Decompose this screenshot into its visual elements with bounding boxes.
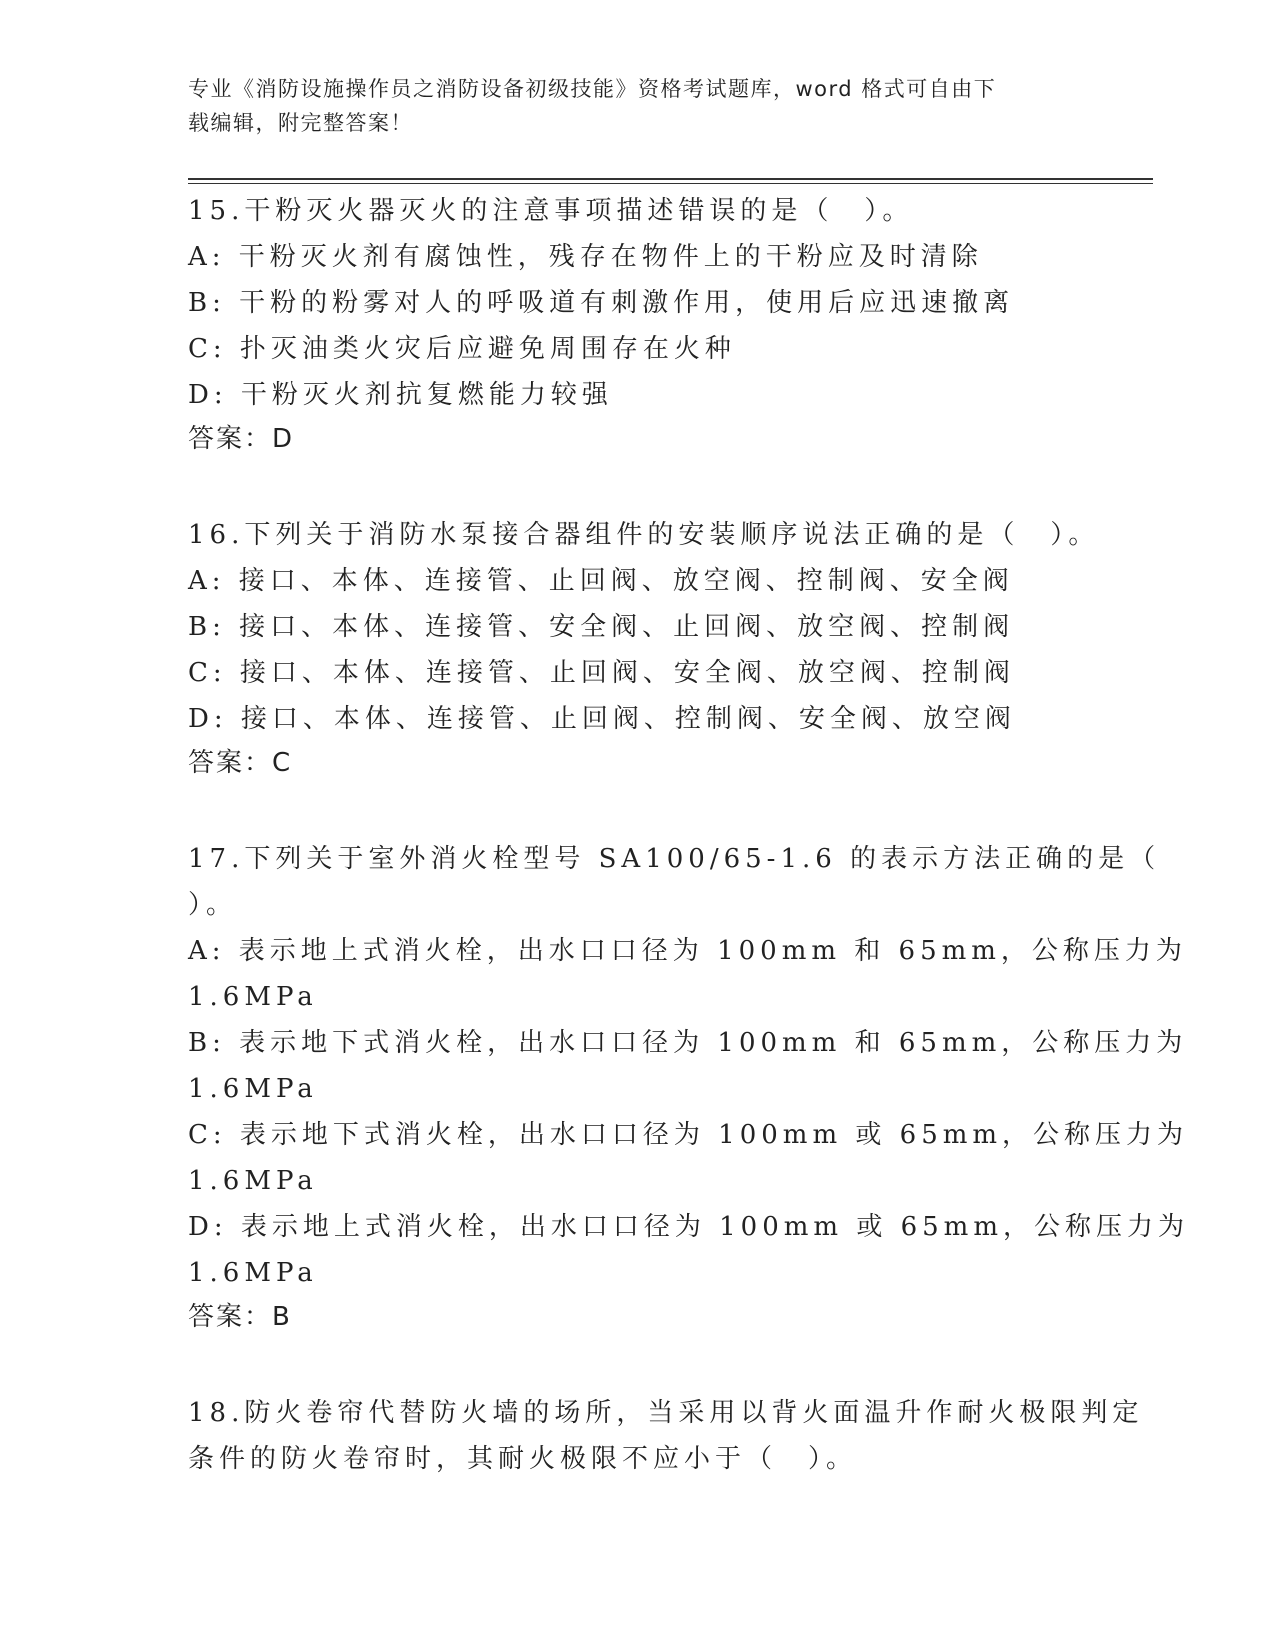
question-stem: 18.防火卷帘代替防火墙的场所，当采用以背火面温升作耐火极限判定 bbox=[188, 1398, 1144, 1428]
answer-label: 答案：B bbox=[188, 1302, 292, 1332]
question-option: D: 干粉灭火剂抗复燃能力较强 bbox=[188, 380, 613, 410]
question-stem: ）。 bbox=[188, 890, 238, 920]
question-block bbox=[188, 512, 1100, 784]
header-line-1: 专业《消防设施操作员之消防设备初级技能》资格考试题库，word 格式可自由下 bbox=[188, 77, 997, 101]
question-block bbox=[188, 1390, 1144, 1482]
question-list bbox=[188, 188, 1189, 1534]
document-header bbox=[188, 72, 1068, 140]
question-option: A: 接口、本体、连接管、止回阀、放空阀、控制阀、安全阀 bbox=[188, 566, 1014, 596]
question-option: C: 扑灭油类火灾后应避免周围存在火种 bbox=[188, 334, 736, 364]
question-option: 1.6MPa bbox=[188, 982, 318, 1012]
header-rule-thick bbox=[188, 178, 1153, 180]
question-option: B: 表示地下式消火栓，出水口口径为 100mm 和 65mm，公称压力为 bbox=[188, 1028, 1188, 1058]
question-option: 1.6MPa bbox=[188, 1258, 318, 1288]
question-stem: 16.下列关于消防水泵接合器组件的安装顺序说法正确的是（ ）。 bbox=[188, 520, 1100, 550]
question-option: C: 表示地下式消火栓，出水口口径为 100mm 或 65mm，公称压力为 bbox=[188, 1120, 1189, 1150]
answer-label: 答案：C bbox=[188, 748, 293, 778]
question-option: 1.6MPa bbox=[188, 1074, 318, 1104]
question-option: B: 干粉的粉雾对人的呼吸道有刺激作用，使用后应迅速撤离 bbox=[188, 288, 1015, 318]
question-block bbox=[188, 188, 1088, 460]
answer-label: 答案：D bbox=[188, 424, 295, 454]
question-option: D: 表示地上式消火栓，出水口口径为 100mm 或 65mm，公称压力为 bbox=[188, 1212, 1189, 1242]
question-option: C: 接口、本体、连接管、止回阀、安全阀、放空阀、控制阀 bbox=[188, 658, 1015, 688]
question-stem: 17.下列关于室外消火栓型号 SA100/65-1.6 的表示方法正确的是（ bbox=[188, 844, 1161, 874]
question-stem: 条件的防火卷帘时，其耐火极限不应小于（ ）。 bbox=[188, 1444, 858, 1474]
question-option: D: 接口、本体、连接管、止回阀、控制阀、安全阀、放空阀 bbox=[188, 704, 1016, 734]
question-block bbox=[188, 836, 1189, 1338]
header-rule-thin bbox=[188, 183, 1153, 184]
header-line-2: 载编辑，附完整答案！ bbox=[188, 111, 413, 135]
question-option: A: 干粉灭火剂有腐蚀性，残存在物件上的干粉应及时清除 bbox=[188, 242, 983, 272]
question-stem: 15.干粉灭火器灭火的注意事项描述错误的是（ ）。 bbox=[188, 196, 914, 226]
question-option: 1.6MPa bbox=[188, 1166, 318, 1196]
question-option: A: 表示地上式消火栓，出水口口径为 100mm 和 65mm，公称压力为 bbox=[188, 936, 1187, 966]
question-option: B: 接口、本体、连接管、安全阀、止回阀、放空阀、控制阀 bbox=[188, 612, 1015, 642]
